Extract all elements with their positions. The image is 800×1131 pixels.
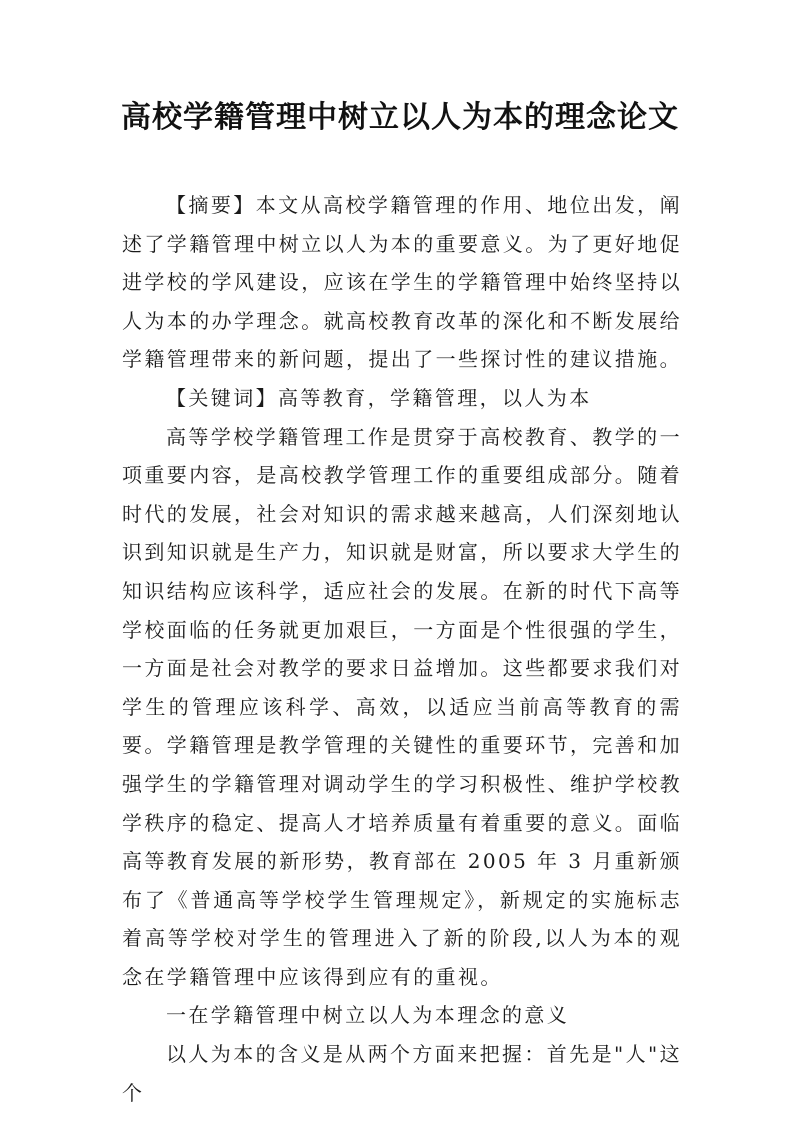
section-heading: 一在学籍管理中树立以人为本理念的意义 xyxy=(166,1003,570,1028)
intro-paragraph: 高等学校学籍管理工作是贯穿于高校教育、教学的一项重要内容，是高校教学管理工作的重要组成部分。随着时代的发展，社会对知识的需求越来越高，人们深刻地认识到知识就是生产力，知识就是财富，所以要求大学生的知识结构应该科学，适应社会的发展。在新的时代下高等学校面临的任务就更加艰巨，一方面是个性很强的学生，一方面是社会对教学的要求日益增加。这些都要求我们对学生的管理应该科学、高效，以适应当前高等教育的需要。学籍管理是教学管理的关键性的重要环节，完善和加强学生的学籍管理对调动学生的学习积极性、维护学校教学秩序的稳定、提高人才培养质量有着重要的意义。面临高等教育发展的新形势，教育部在 2005 年 3 月重新颁布了《普通高等学校学生管理规定》，新规定的实施标志着高等学校对学生的管理进入了新的阶段,以人为本的观念在学籍管理中应该得到应有的重视。 xyxy=(122,424,682,989)
abstract-paragraph: 【摘要】本文从高校学籍管理的作用、地位出发，阐述了学籍管理中树立以人为本的重要意义。为了更好地促进学校的学风建设，应该在学生的学籍管理中始终坚持以人为本的办学理念。就高校教育改革的深化和不断发展给学籍管理带来的新问题，提出了一些探讨性的建议措施。 xyxy=(122,193,682,372)
document-body xyxy=(122,186,682,1112)
document-title: 高校学籍管理中树立以人为本的理念论文 xyxy=(121,100,679,135)
keywords-paragraph: 【关键词】高等教育，学籍管理，以人为本 xyxy=(166,385,592,410)
section-paragraph: 以人为本的含义是从两个方面来把握：首先是"人"这个 xyxy=(122,1042,682,1105)
